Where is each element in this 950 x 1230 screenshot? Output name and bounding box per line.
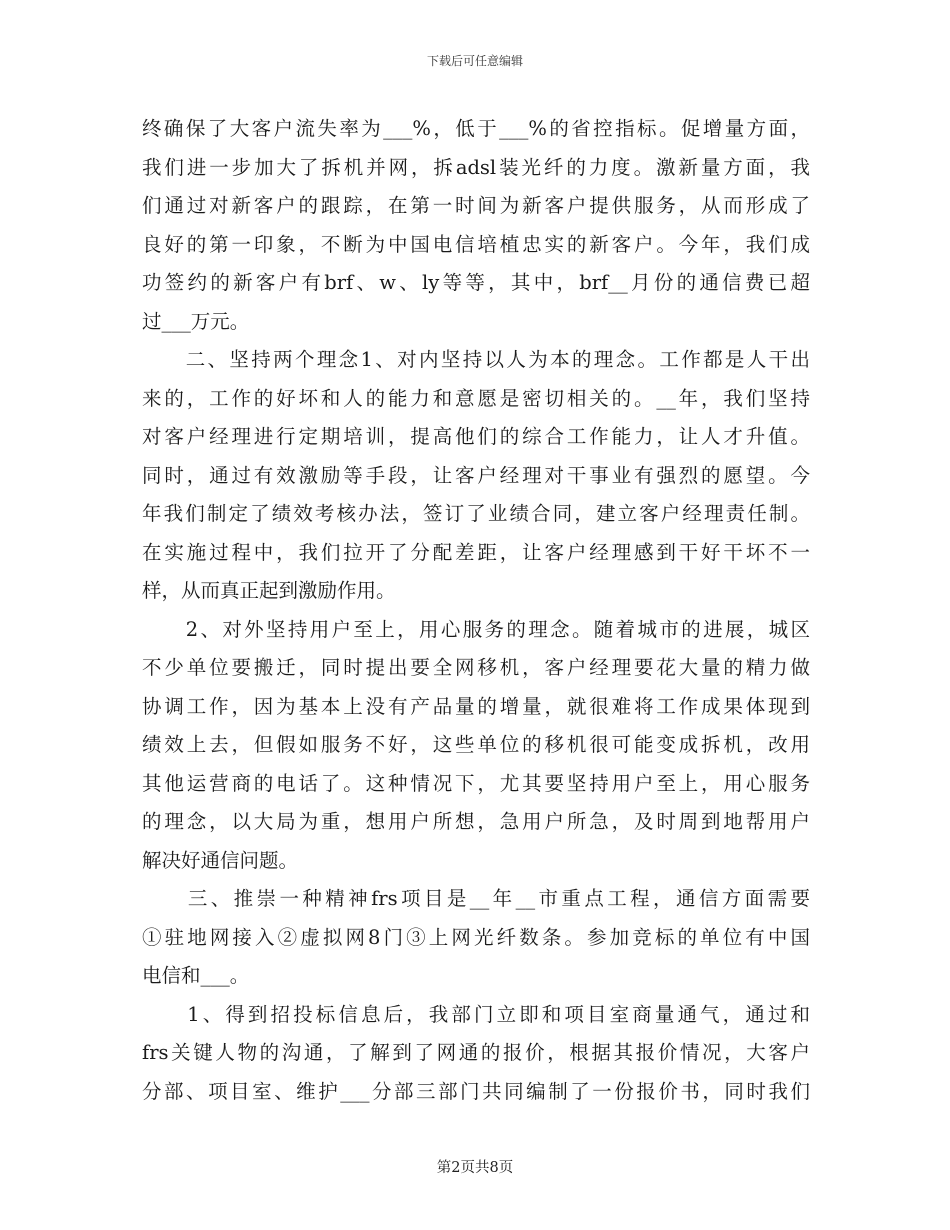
text-line: 的理念，以大局为重，想用户所想，急用户所急，及时周到地帮用户: [142, 810, 810, 833]
text-line: 来的，工作的好坏和人的能力和意愿是密切相关的。__年，我们坚持: [142, 386, 810, 410]
text-line: 对客户经理进行定期培训，提高他们的综合工作能力，让人才升值。: [142, 425, 810, 448]
text-line: 良好的第一印象，不断为中国电信培植忠实的新客户。今年，我们成: [142, 232, 810, 256]
text-line: 终确保了大客户流失率为___%，低于___%的省控指标。促增量方面，: [142, 117, 810, 140]
text-line: 年我们制定了绩效考核办法，签订了业绩合同，建立客户经理责任制。: [142, 502, 810, 525]
text-line: 协调工作，因为基本上没有产品量的增量，就很难将工作成果体现到: [142, 694, 810, 718]
text-line: 过___万元。: [142, 309, 250, 333]
text-line: 1、得到招投标信息后，我部门立即和项目室商量通气，通过和: [142, 1002, 810, 1026]
text-line: 解决好通信问题。: [142, 848, 299, 872]
text-line: 在实施过程中，我们拉开了分配差距，让客户经理感到干好干坏不一: [142, 540, 810, 564]
text-line: 我们进一步加大了拆机并网，拆adsl装光纤的力度。激新量方面，我: [142, 155, 810, 179]
text-line: 三、推崇一种精神frs项目是__年__市重点工程，通信方面需要: [142, 887, 810, 910]
text-line: 功签约的新客户有brf、w、ly等等，其中，brf__月份的通信费已超: [142, 271, 810, 294]
text-line: ①驻地网接入②虚拟网8门③上网光纤数条。参加竞标的单位有中国: [142, 925, 810, 949]
text-line: 们通过对新客户的跟踪，在第一时间为新客户提供服务，从而形成了: [142, 194, 810, 217]
text-line: 不少单位要搬迁，同时提出要全网移机，客户经理要花大量的精力做: [142, 656, 810, 679]
page-header: 下载后可任意编辑: [426, 54, 523, 68]
document-body: [142, 110, 810, 1111]
text-line: 同时，通过有效激励等手段，让客户经理对干事业有强烈的愿望。今: [142, 463, 810, 487]
text-line: 样，从而真正起到激励作用。: [142, 579, 396, 602]
text-line: 2、对外坚持用户至上，用心服务的理念。随着城市的进展，城区: [142, 617, 810, 641]
text-line: 绩效上去，但假如服务不好，这些单位的移机很可能变成拆机，改用: [142, 733, 810, 756]
text-line: 分部、项目室、维护___分部三部门共同编制了一份报价书，同时我们: [142, 1079, 810, 1103]
page-number: 第2页共8页: [436, 1160, 514, 1176]
text-line: 电信和___。: [142, 964, 250, 987]
text-line: 其他运营商的电话了。这种情况下，尤其要坚持用户至上，用心服务: [142, 771, 810, 795]
text-line: 二、坚持两个理念1、对内坚持以人为本的理念。工作都是人干出: [142, 348, 810, 371]
text-line: frs关键人物的沟通，了解到了网通的报价，根据其报价情况，大客户: [142, 1041, 810, 1064]
